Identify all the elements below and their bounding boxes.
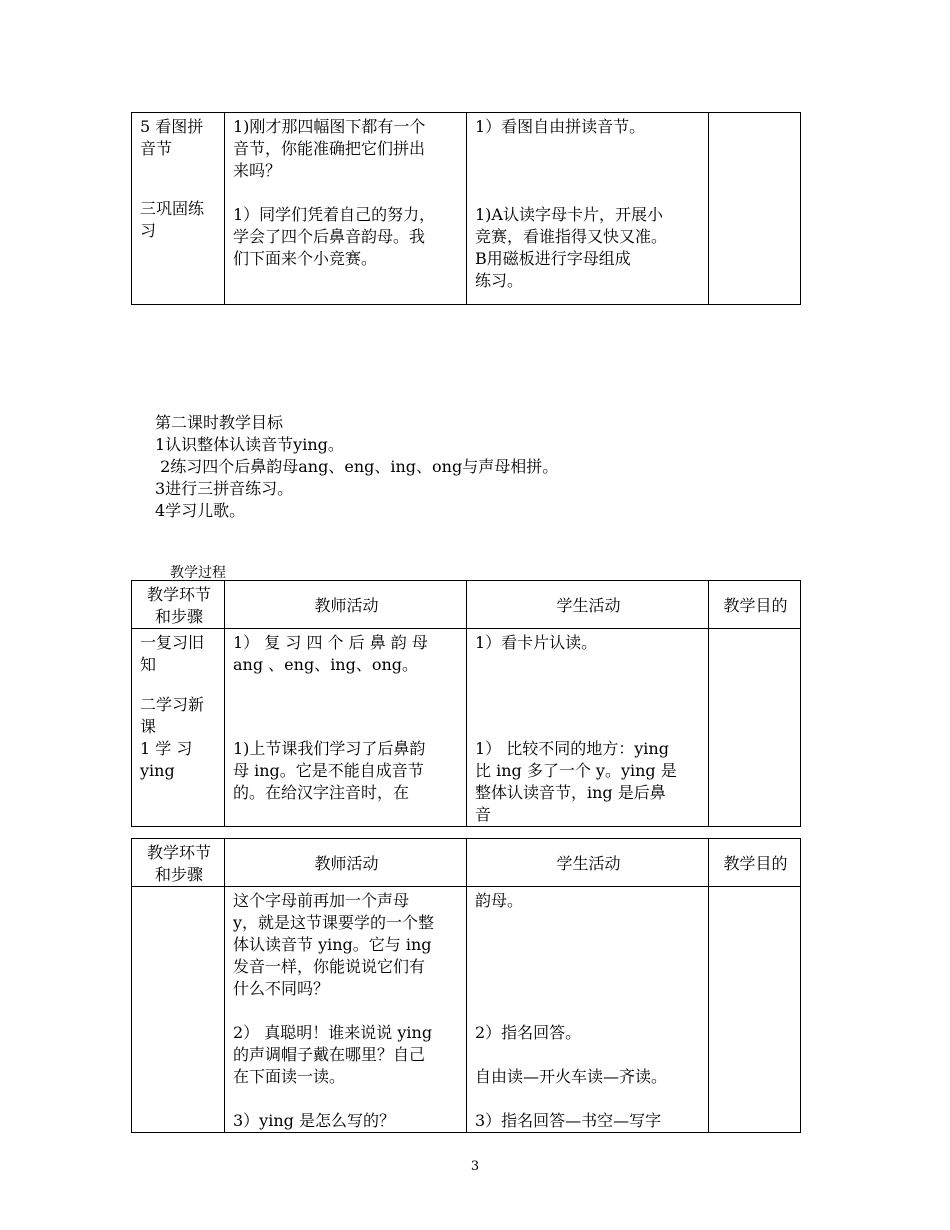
objectives-title: 第二课时教学目标 (155, 413, 284, 432)
objective-item: 1认识整体认读音节ying。 (155, 435, 344, 454)
student-activity-text: 1） 比较不同的地方：ying 比 ing 多了一个 y。ying 是 整体认读音节，ing 是后鼻 音 (475, 739, 677, 824)
student-activity-cell (467, 113, 709, 305)
teacher-activity-text: 1）同学们凭着自己的努力， 学会了四个后鼻音韵母。我 们下面来个小竞赛。 (233, 205, 436, 268)
student-activity-text: 自由读—开火车读—齐读。 (475, 1067, 668, 1086)
student-activity-cell (467, 629, 709, 827)
objective-item: 4学习儿歌。 (155, 501, 246, 520)
stage-learn-ying: 1 学 习 ying (140, 739, 193, 780)
lesson-objectives (155, 412, 558, 522)
teacher-activity-text: 2） 真聪明！谁来说说 ying 的声调帽子戴在哪里？自己 在下面读一读。 (233, 1023, 433, 1086)
objective-item: 2练习四个后鼻韵母ang、eng、ing、ong与声母相拼。 (155, 457, 559, 476)
header-student: 学生活动 (467, 581, 709, 629)
teacher-activity-text: 这个字母前再加一个声母 y，就是这节课要学的一个整 体认读音节 ying。它与 ing 发音一样，你能说说它们有 什么不同吗？ (233, 891, 435, 998)
student-activity-text: 1）看卡片认读。 (475, 633, 598, 652)
purpose-cell (709, 887, 801, 1133)
stage-consolidation: 三巩固练 习 (140, 199, 205, 240)
stage-cell (132, 113, 225, 305)
teacher-activity-cell (225, 629, 467, 827)
objective-item: 3进行三拼音练习。 (155, 479, 294, 498)
stage-cell (132, 629, 225, 827)
teaching-process-table-continued (131, 838, 801, 1133)
lesson-table-continued (131, 112, 801, 305)
header-student: 学生活动 (467, 839, 709, 887)
teacher-activity-text: 1)上节课我们学习了后鼻韵 母 ing。它是不能自成音节 的。在给汉字注音时，在 (233, 739, 426, 802)
teaching-process-label: 教学过程 (170, 565, 226, 581)
teacher-activity-text: 1） 复 习 四 个 后 鼻 韵 母 ang 、eng、ing、ong。 (233, 633, 428, 674)
purpose-cell (709, 629, 801, 827)
stage-review: 一复习旧 知 (140, 633, 205, 674)
student-activity-text: 1)A认读字母卡片，开展小 竞赛，看谁指得又快又准。 B用磁板进行字母组成 练习。 (475, 205, 668, 290)
header-purpose: 教学目的 (709, 581, 801, 629)
student-activity-text: 韵母。 (475, 891, 524, 910)
teacher-activity-text: 3）ying 是怎么写的？ (233, 1111, 395, 1130)
purpose-cell (709, 113, 801, 305)
student-activity-text: 3）指名回答—书空—写字 (475, 1111, 662, 1130)
student-activity-text: 2）指名回答。 (475, 1023, 582, 1042)
student-activity-cell (467, 887, 709, 1133)
header-teacher: 教师活动 (225, 839, 467, 887)
page-number: 3 (470, 1159, 480, 1174)
stage-cell (132, 887, 225, 1133)
teacher-activity-text: 1)刚才那四幅图下都有一个 音节，你能准确把它们拼出 来吗？ (233, 117, 426, 180)
header-teacher: 教师活动 (225, 581, 467, 629)
header-purpose: 教学目的 (709, 839, 801, 887)
student-activity-text: 1）看图自由拼读音节。 (475, 117, 646, 136)
teaching-process-table (131, 580, 801, 827)
stage-look-and-spell: 5 看图拼 音节 (140, 117, 204, 158)
stage-new-lesson: 二学习新 课 (140, 695, 205, 736)
header-stage: 教学环节 和步骤 (132, 581, 225, 629)
header-stage: 教学环节 和步骤 (132, 839, 225, 887)
teacher-activity-cell (225, 887, 467, 1133)
teacher-activity-cell (225, 113, 467, 305)
